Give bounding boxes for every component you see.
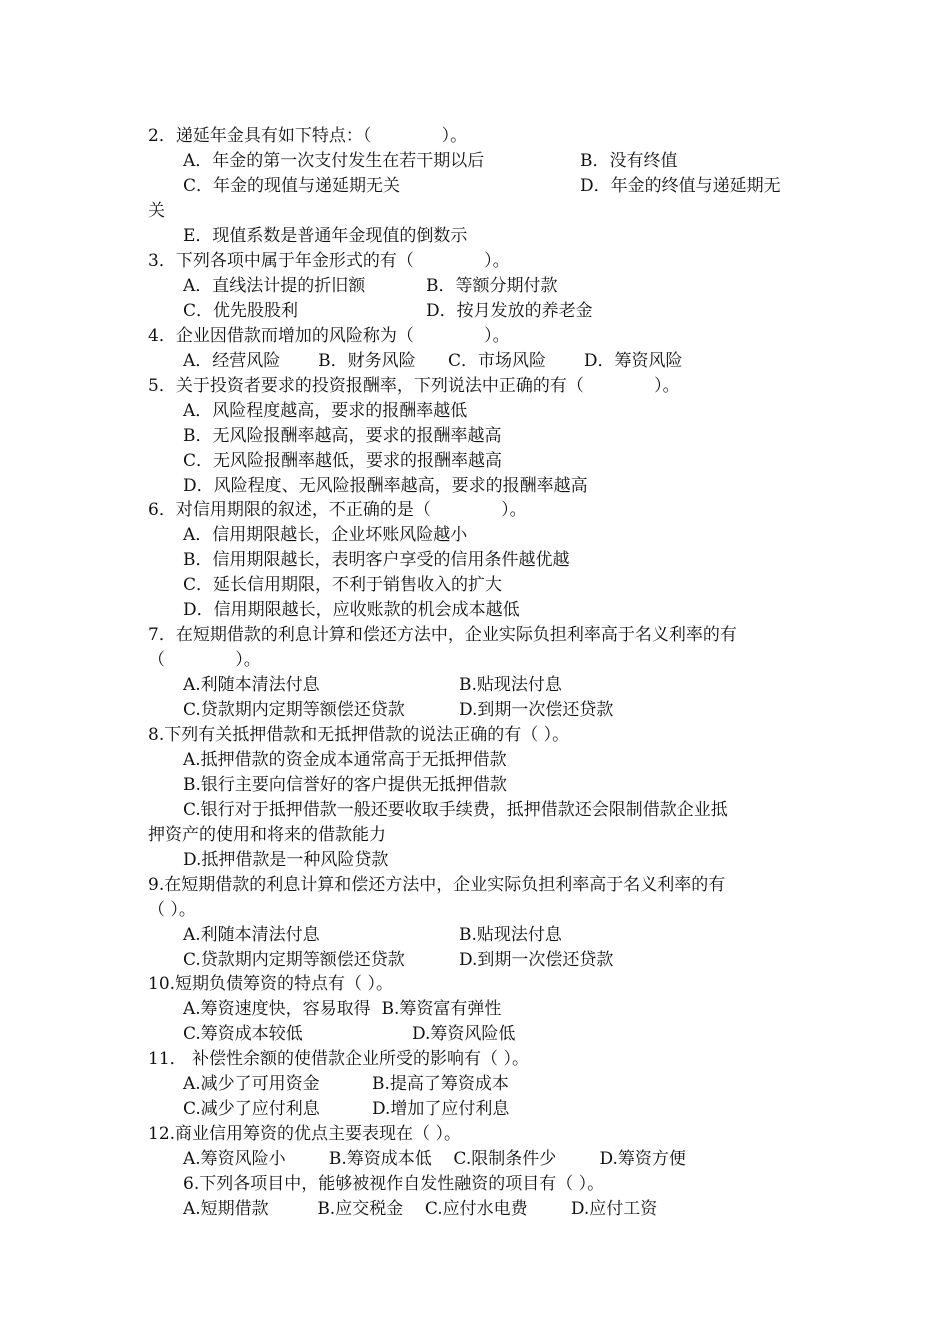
question-8-option-c: C.银行对于抵押借款一般还要收取手续费，抵押借款还会限制借款企业抵	[183, 800, 728, 820]
question-7-option-a: A.利随本清法付息	[183, 675, 320, 695]
question-8-option-d: D.抵押借款是一种风险贷款	[183, 850, 389, 870]
question-11-option-b: B.提高了筹资成本	[372, 1074, 509, 1094]
question-3-option-c: C．优先股股利	[183, 301, 299, 321]
question-7-option-c: C.贷款期内定期等额偿还贷款	[183, 700, 405, 720]
question-7-stem: 7．在短期借款的利息计算和偿还方法中，企业实际负担利率高于名义利率的有	[148, 625, 737, 645]
question-10-option-d: D.筹资风险低	[412, 1024, 516, 1044]
question-4-stem: 4．企业因借款而增加的风险称为（ ）。	[148, 326, 510, 346]
question-2-option-a: A．年金的第一次支付发生在若干期以后	[183, 151, 485, 171]
question-7-option-b: B.贴现法付息	[459, 675, 562, 695]
question-5-option-b: B．无风险报酬率越高，要求的报酬率越高	[183, 426, 502, 446]
question-3-option-d: D．按月发放的养老金	[426, 301, 593, 321]
question-6b-stem: 6.下列各项目中，能够被视作自发性融资的项目有（ ）。	[183, 1174, 605, 1194]
question-6-option-d: D．信用期限越长，应收账款的机会成本越低	[183, 600, 520, 620]
question-3-stem: 3．下列各项中属于年金形式的有（ ）。	[148, 251, 510, 271]
question-2-stem: 2．递延年金具有如下特点：（ ）。	[148, 126, 468, 146]
question-2-option-c: C．年金的现值与递延期无关	[183, 176, 401, 196]
question-12-stem: 12.商业信用筹资的优点主要表现在（ ）。	[148, 1124, 461, 1144]
question-2-option-d: D．年金的终值与递延期无	[580, 176, 781, 196]
question-6-option-c: C．延长信用期限，不利于销售收入的扩大	[183, 575, 503, 595]
question-2-option-d-wrap: 关	[148, 201, 165, 221]
question-8-option-b: B.银行主要向信誉好的客户提供无抵押借款	[183, 775, 507, 795]
question-9-stem-wrap: （ ）。	[148, 900, 196, 920]
question-6-stem: 6．对信用期限的叙述，不正确的是（ ）。	[148, 500, 527, 520]
question-9-option-d: D.到期一次偿还贷款	[459, 950, 614, 970]
question-10-option-c: C.筹资成本较低	[183, 1024, 303, 1044]
question-11-stem: 11． 补偿性余额的使借款企业所受的影响有（ ）。	[148, 1049, 529, 1069]
question-5-option-a: A．风险程度越高，要求的报酬率越低	[183, 401, 468, 421]
question-6-option-a: A．信用期限越长，企业坏账风险越小	[183, 525, 468, 545]
question-11-option-c: C.减少了应付利息	[183, 1099, 320, 1119]
question-2-option-e: E．现值系数是普通年金现值的倒数示	[183, 226, 468, 246]
question-10-stem: 10.短期负债筹资的特点有（ ）。	[148, 974, 393, 994]
question-5-option-c: C．无风险报酬率越低，要求的报酬率越高	[183, 451, 503, 471]
question-9-option-b: B.贴现法付息	[459, 925, 562, 945]
question-4-options: A．经营风险 B．财务风险 C．市场风险 D．筹资风险	[183, 351, 683, 371]
question-6-option-b: B．信用期限越长，表明客户享受的信用条件越优越	[183, 550, 570, 570]
question-6b-options: A.短期借款 B.应交税金 C.应付水电费 D.应付工资	[183, 1199, 658, 1219]
question-8-option-a: A.抵押借款的资金成本通常高于无抵押借款	[183, 750, 507, 770]
question-2-option-b: B．没有终值	[580, 151, 678, 171]
question-3-option-a: A．直线法计提的折旧额	[183, 276, 366, 296]
question-8-option-c-wrap: 押资产的使用和将来的借款能力	[148, 825, 386, 845]
question-10-option-ab: A.筹资速度快，容易取得 B.筹资富有弹性	[183, 999, 502, 1019]
question-5-option-d: D．风险程度、无风险报酬率越高，要求的报酬率越高	[183, 476, 588, 496]
question-7-stem-wrap: （ ）。	[148, 650, 261, 670]
question-12-options: A.筹资风险小 B.筹资成本低 C.限制条件少 D.筹资方便	[183, 1149, 686, 1169]
question-8-stem: 8.下列有关抵押借款和无抵押借款的说法正确的有（ ）。	[148, 725, 570, 745]
question-5-stem: 5．关于投资者要求的投资报酬率，下列说法中正确的有（ ）。	[148, 376, 680, 396]
question-11-option-d: D.增加了应付利息	[372, 1099, 510, 1119]
question-11-option-a: A.减少了可用资金	[183, 1074, 320, 1094]
question-9-stem: 9.在短期借款的利息计算和偿还方法中，企业实际负担利率高于名义利率的有	[148, 875, 726, 895]
question-7-option-d: D.到期一次偿还贷款	[459, 700, 614, 720]
question-3-option-b: B．等额分期付款	[426, 276, 558, 296]
question-9-option-a: A.利随本清法付息	[183, 925, 320, 945]
question-9-option-c: C.贷款期内定期等额偿还贷款	[183, 950, 405, 970]
